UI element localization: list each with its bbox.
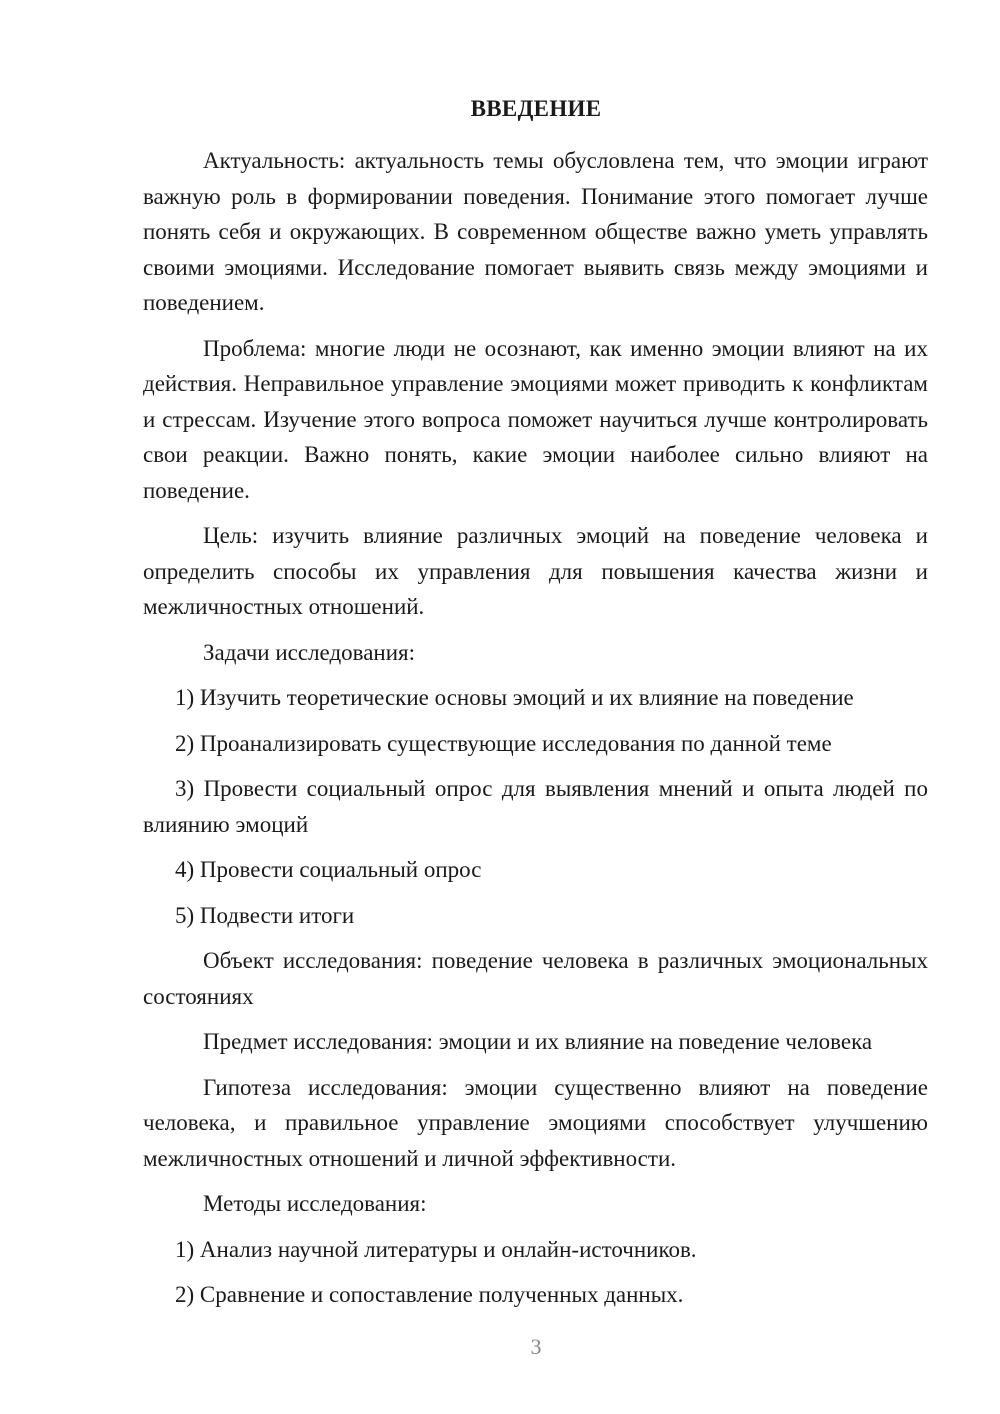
paragraph-object: Объект исследования: поведение человека в различных эмоциональных состояниях [143, 948, 928, 1009]
list-item-method-1: 1) Анализ научной литературы и онлайн-источников. [175, 1236, 697, 1262]
paragraph-tasks-heading: Задачи исследования: [203, 639, 416, 665]
page-number: 3 [530, 1334, 542, 1359]
paragraph-methods-heading: Методы исследования: [203, 1191, 427, 1216]
list-item-task-1: 1) Изучить теоретические основы эмоций и их влияние на поведение [175, 685, 854, 710]
paragraph-subject: Предмет исследования: эмоции и их влияние на поведение человека [203, 1029, 873, 1054]
list-item-method-2: 2) Сравнение и сопоставление полученных данных. [175, 1282, 684, 1307]
paragraph-goal: Цель: изучить влияние различных эмоций на поведение человека и определить способы их управления для повышения качества жизни и межличностных отношений. [143, 523, 928, 619]
paragraph-hypothesis: Гипотеза исследования: эмоции существенно влияют на поведение человека, и правильное управление эмоциями способствует улучшению межличностных отношений и личной эффективности. [143, 1074, 928, 1171]
section-title: ВВЕДЕНИЕ [470, 96, 602, 121]
list-item-task-3: 3) Провести социальный опрос для выявления мнений и опыта людей по влиянию эмоций [143, 776, 928, 837]
document-body [143, 143, 928, 1323]
list-item-task-4: 4) Провести социальный опрос [175, 857, 482, 882]
paragraph-problem: Проблема: многие люди не осознают, как именно эмоции влияют на их действия. Неправильное управление эмоциями может приводить к конфликтам и стрессам. Изучение этого вопроса поможет научиться лучше контролировать свои реакции. Важно понять, какие эмоции наиболее сильно влияют на поведение. [143, 335, 928, 503]
paragraph-relevance: Актуальность: актуальность темы обусловлена тем, что эмоции играют важную роль в формировании поведения. Понимание этого помогает лучше понять себя и окружающих. В современном обществе важно уметь управлять своими эмоциями. Исследование помогает выявить связь между эмоциями и поведением. [143, 148, 928, 315]
list-item-task-5: 5) Подвести итоги [175, 902, 355, 928]
list-item-task-2: 2) Проанализировать существующие исследования по данной теме [175, 730, 832, 756]
